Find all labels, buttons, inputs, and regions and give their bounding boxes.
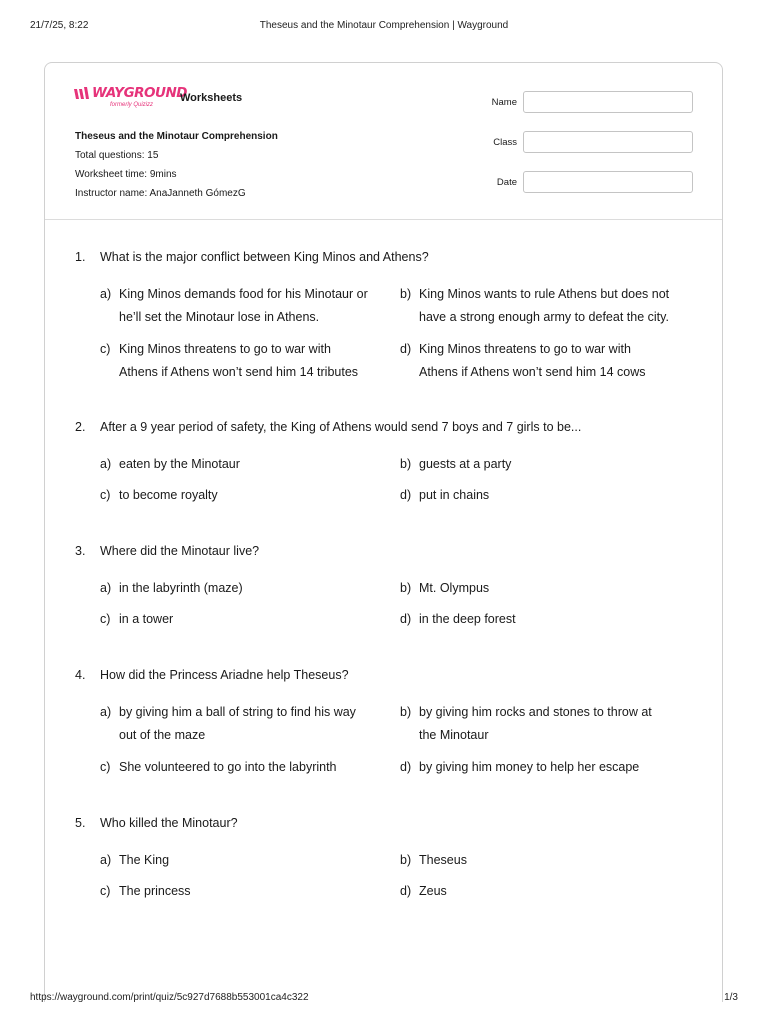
option-letter: b): [400, 581, 412, 595]
option-letter: d): [400, 612, 412, 626]
option-letter: d): [400, 760, 412, 774]
option-letter: c): [100, 488, 111, 502]
option-letter: d): [400, 884, 412, 898]
page-number: 1/3: [724, 992, 738, 1003]
question-text: Who killed the Minotaur?: [100, 816, 238, 830]
option-text: in a tower: [119, 612, 174, 626]
option-letter: a): [100, 457, 112, 471]
option-letter: d): [400, 488, 412, 502]
question-number: 3.: [75, 544, 86, 558]
option-text: The King: [119, 853, 170, 867]
option-letter: a): [100, 853, 112, 867]
question-number: 1.: [75, 250, 86, 264]
question-number: 4.: [75, 668, 86, 682]
option-text: Zeus: [419, 884, 447, 898]
worksheet-sheet: [44, 62, 723, 1002]
option-letter: b): [400, 457, 412, 471]
option-letter: a): [100, 581, 112, 595]
option-text: King Minos threatens to go to war with Athens if Athens won’t send him 14 tributes: [119, 342, 359, 379]
option-text: to become royalty: [119, 488, 218, 502]
question-text: What is the major conflict between King Minos and Athens?: [100, 250, 429, 264]
option-text: put in chains: [419, 488, 490, 502]
option-letter: c): [100, 612, 111, 626]
class-row: [465, 131, 695, 155]
print-date: 21/7/25, 8:22: [30, 20, 89, 31]
option-letter: b): [400, 287, 412, 301]
option-letter: c): [100, 342, 111, 356]
name-row: [465, 91, 695, 115]
option-text: guests at a party: [419, 457, 512, 471]
wayground-logo-icon: [74, 87, 92, 101]
question-text: After a 9 year period of safety, the King of Athens would send 7 boys and 7 girls to be...: [100, 420, 582, 434]
logo-text: WAYGROUND: [92, 85, 188, 101]
option-text: Mt. Olympus: [419, 581, 490, 595]
class-label: Class: [493, 137, 517, 148]
option-text: in the labyrinth (maze): [119, 581, 243, 595]
option-text: by giving him money to help her escape: [419, 760, 640, 774]
product-label: Worksheets: [180, 92, 243, 104]
name-label: Name: [491, 97, 517, 108]
print-url: https://wayground.com/print/quiz/5c927d7688b553001ca4c322: [30, 992, 309, 1003]
class-field[interactable]: [523, 131, 693, 153]
option-letter: a): [100, 287, 112, 301]
worksheet-time: Worksheet time: 9mins: [75, 169, 177, 180]
option-letter: b): [400, 705, 412, 719]
option-text: She volunteered to go into the labyrinth: [119, 760, 337, 774]
date-label: Date: [496, 177, 517, 188]
option-text: King Minos demands food for his Minotaur or he’ll set the Minotaur lose in Athens.: [119, 287, 368, 324]
logo-subtext: formerly Quizizz: [110, 102, 154, 108]
total-questions: Total questions: 15: [75, 150, 159, 161]
option-letter: d): [400, 342, 412, 356]
worksheet-title: Theseus and the Minotaur Comprehension: [75, 131, 278, 142]
option-text: King Minos wants to rule Athens but does not have a strong enough army to defeat the city.: [419, 287, 670, 324]
date-row: [465, 171, 695, 195]
print-header: [0, 0, 768, 40]
name-field[interactable]: [523, 91, 693, 113]
option-text: in the deep forest: [419, 612, 516, 626]
print-title: Theseus and the Minotaur Comprehension | Wayground: [259, 20, 509, 31]
option-text: eaten by the Minotaur: [119, 457, 240, 471]
question-text: How did the Princess Ariadne help Theseus?: [100, 668, 349, 682]
option-letter: c): [100, 884, 111, 898]
option-text: The princess: [119, 884, 191, 898]
question-number: 2.: [75, 420, 86, 434]
instructor-name: Instructor name: AnaJanneth GómezG: [75, 188, 246, 199]
option-text: King Minos threatens to go to war with Athens if Athens won’t send him 14 cows: [419, 342, 646, 379]
question-text: Where did the Minotaur live?: [100, 544, 260, 558]
option-text: by giving him rocks and stones to throw at the Minotaur: [419, 705, 652, 742]
option-letter: b): [400, 853, 412, 867]
worksheet-meta: [75, 127, 278, 203]
date-field[interactable]: [523, 171, 693, 193]
option-letter: c): [100, 760, 111, 774]
option-text: Theseus: [419, 853, 467, 867]
question-number: 5.: [75, 816, 86, 830]
option-text: by giving him a ball of string to find his way out of the maze: [119, 705, 356, 742]
option-letter: a): [100, 705, 112, 719]
wayground-logo: [74, 85, 188, 115]
worksheet-header: [45, 63, 722, 220]
